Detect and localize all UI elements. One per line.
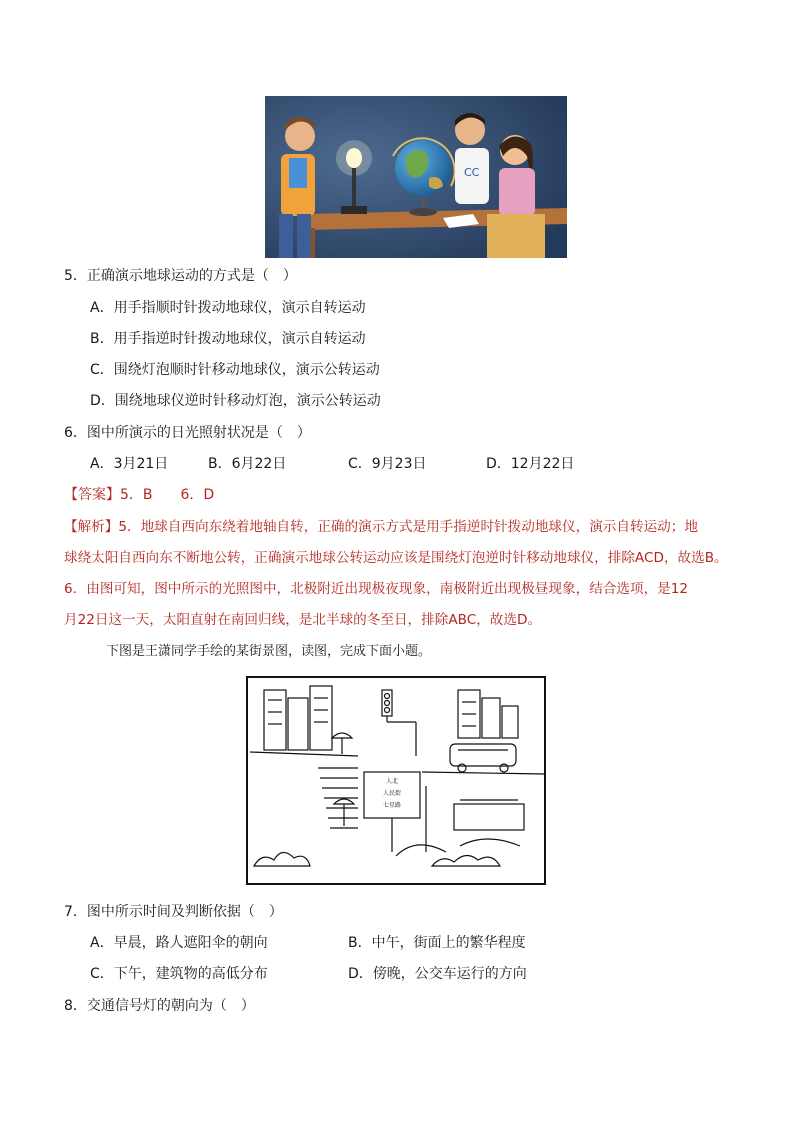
analysis-line-1 [64, 517, 698, 537]
q6-option-d: D．12月22日 [486, 456, 575, 472]
street-sign [368, 776, 416, 814]
q6-option-c: C．9月23日 [348, 456, 427, 472]
street-sign-bottom: 七星路 [382, 802, 401, 809]
street-sign-top: 人北 [385, 778, 398, 785]
street-figure-intro: 下图是王潇同学手绘的某街景图，读图，完成下面小题。 [106, 644, 432, 659]
q5-option-a: A．用手指顺时针拨动地球仪，演示自转运动 [90, 300, 366, 316]
globe-demo-illustration [265, 96, 567, 258]
q7-option-c: C．下午，建筑物的高低分布 [90, 966, 268, 982]
analysis-text-1: 5．地球自西向东绕着地轴自转，正确的演示方式是用手指逆时针拨动地球仪，演示自转运动；地 [118, 519, 698, 535]
analysis-line-2: 球绕太阳自西向东不断地公转，正确演示地球公转运动应该是围绕灯泡逆时针移动地球仪，排除ACD，故选B。 [64, 550, 728, 566]
q8-stem: 8．交通信号灯的朝向为（ ） [64, 998, 255, 1014]
answer-text: 5．B 6．D [120, 487, 215, 503]
answer-tag: 【答案】 [64, 487, 120, 503]
q7-option-b: B．中午，街面上的繁华程度 [348, 935, 526, 951]
street-scene-sketch [246, 676, 546, 885]
q6-option-a: A．3月21日 [90, 456, 169, 472]
street-sign-mid: 人民街 [382, 790, 401, 797]
q7-option-a: A．早晨，路人遮阳伞的朝向 [90, 935, 268, 951]
analysis-tag: 【解析】 [64, 519, 119, 535]
q5-option-d: D．围绕地球仪逆时针移动灯泡，演示公转运动 [90, 393, 381, 409]
svg-text:CC: CC [464, 166, 480, 179]
q5-option-c: C．围绕灯泡顺时针移动地球仪，演示公转运动 [90, 362, 380, 378]
q7-stem: 7．图中所示时间及判断依据（ ） [64, 904, 283, 920]
q5-option-b: B．用手指逆时针拨动地球仪，演示自转运动 [90, 331, 366, 347]
answer-line [64, 485, 214, 505]
q6-option-b: B．6月22日 [208, 456, 287, 472]
q7-option-d: D．傍晚，公交车运行的方向 [348, 966, 527, 982]
analysis-line-4: 月22日这一天，太阳直射在南回归线，是北半球的冬至日，排除ABC，故选D。 [64, 612, 542, 628]
q6-stem: 6．图中所演示的日光照射状况是（ ） [64, 425, 311, 441]
analysis-line-3: 6．由图可知，图中所示的光照图中，北极附近出现极夜现象，南极附近出现极昼现象，结合选项，是12 [64, 581, 689, 597]
q5-stem: 5．正确演示地球运动的方式是（ ） [64, 268, 297, 284]
